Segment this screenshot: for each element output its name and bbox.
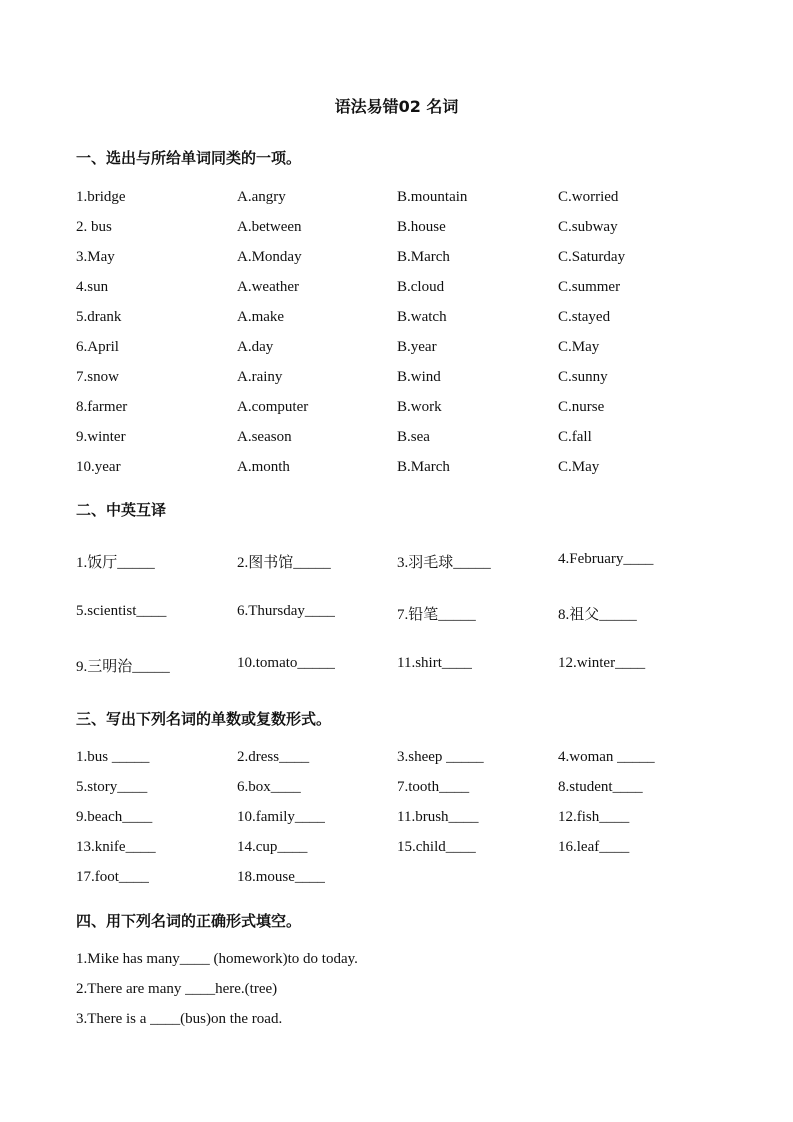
translation-item: 12.winter____: [558, 655, 646, 671]
noun-item: 8.student____: [558, 779, 643, 795]
noun-item: 15.child____: [397, 839, 476, 855]
option-c: C.May: [558, 339, 600, 355]
option-c: C.summer: [558, 279, 621, 295]
section-3-row: [76, 749, 736, 771]
section-1-row: [76, 249, 736, 271]
translation-item: 2.图书馆_____: [237, 555, 331, 571]
noun-item: 11.brush____: [397, 809, 479, 825]
section-2-row: [76, 603, 736, 625]
section-2-heading: 二、中英互译: [76, 501, 167, 519]
question-word: 2. bus: [76, 219, 112, 235]
section-1-row: [76, 429, 736, 451]
option-b: B.house: [397, 219, 446, 235]
option-a: A.angry: [237, 189, 286, 205]
noun-item: 18.mouse____: [237, 869, 325, 885]
question-word: 4.sun: [76, 279, 109, 295]
translation-item: 11.shirt____: [397, 655, 472, 671]
noun-item: 1.bus _____: [76, 749, 150, 765]
section-3-row: [76, 809, 736, 831]
question-word: 1.bridge: [76, 189, 126, 205]
translation-item: 4.February____: [558, 551, 654, 567]
page-title: 语法易错02 名词: [334, 97, 459, 116]
translation-item: 8.祖父_____: [558, 607, 637, 623]
question-word: 7.snow: [76, 369, 119, 385]
option-a: A.make: [237, 309, 285, 325]
noun-item: 2.dress____: [237, 749, 310, 765]
option-a: A.weather: [237, 279, 300, 295]
section-1-row: [76, 459, 736, 481]
translation-item: 7.铅笔_____: [397, 607, 476, 623]
fill-in-sentence: 1.Mike has many____ (homework)to do today.: [76, 951, 358, 967]
noun-item: 3.sheep _____: [397, 749, 484, 765]
section-1-row: [76, 279, 736, 301]
translation-item: 3.羽毛球_____: [397, 555, 491, 571]
question-word: 5.drank: [76, 309, 122, 325]
section-2-row: [76, 655, 736, 677]
section-4-heading: 四、用下列名词的正确形式填空。: [76, 912, 302, 930]
noun-item: 16.leaf____: [558, 839, 630, 855]
option-b: B.March: [397, 249, 450, 265]
option-a: A.computer: [237, 399, 309, 415]
question-word: 3.May: [76, 249, 115, 265]
section-1-row: [76, 339, 736, 361]
noun-item: 5.story____: [76, 779, 148, 795]
section-3-row: [76, 779, 736, 801]
section-1-row: [76, 219, 736, 241]
option-c: C.sunny: [558, 369, 608, 385]
section-2-row: [76, 551, 736, 573]
noun-item: 14.cup____: [237, 839, 308, 855]
section-3-row: [76, 839, 736, 861]
option-b: B.work: [397, 399, 442, 415]
section-1-row: [76, 369, 736, 391]
option-a: A.between: [237, 219, 302, 235]
option-a: A.Monday: [237, 249, 302, 265]
option-a: A.rainy: [237, 369, 283, 385]
noun-item: 17.foot____: [76, 869, 149, 885]
option-b: B.cloud: [397, 279, 445, 295]
noun-item: 9.beach____: [76, 809, 153, 825]
question-word: 6.April: [76, 339, 119, 355]
section-1-row: [76, 309, 736, 331]
translation-item: 10.tomato_____: [237, 655, 335, 671]
noun-item: 6.box____: [237, 779, 301, 795]
question-word: 10.year: [76, 459, 121, 475]
option-a: A.season: [237, 429, 292, 445]
fill-in-sentence: 3.There is a ____(bus)on the road.: [76, 1011, 283, 1027]
translation-item: 9.三明治_____: [76, 659, 170, 675]
noun-item: 12.fish____: [558, 809, 630, 825]
option-a: A.month: [237, 459, 290, 475]
option-c: C.Saturday: [558, 249, 626, 265]
option-a: A.day: [237, 339, 274, 355]
translation-item: 6.Thursday____: [237, 603, 335, 619]
option-c: C.nurse: [558, 399, 605, 415]
fill-in-sentence: 2.There are many ____here.(tree): [76, 981, 278, 997]
option-b: B.March: [397, 459, 450, 475]
noun-item: 7.tooth____: [397, 779, 470, 795]
noun-item: 13.knife____: [76, 839, 156, 855]
option-c: C.subway: [558, 219, 618, 235]
section-3-row: [76, 869, 736, 891]
noun-item: 10.family____: [237, 809, 325, 825]
translation-item: 5.scientist____: [76, 603, 167, 619]
option-c: C.May: [558, 459, 600, 475]
option-b: B.sea: [397, 429, 430, 445]
option-c: C.fall: [558, 429, 592, 445]
option-b: B.watch: [397, 309, 447, 325]
option-c: C.stayed: [558, 309, 611, 325]
section-3-heading: 三、写出下列名词的单数或复数形式。: [76, 710, 332, 728]
option-b: B.wind: [397, 369, 441, 385]
translation-item: 1.饭厅_____: [76, 555, 155, 571]
noun-item: 4.woman _____: [558, 749, 655, 765]
question-word: 9.winter: [76, 429, 126, 445]
question-word: 8.farmer: [76, 399, 128, 415]
section-1-heading: 一、选出与所给单词同类的一项。: [76, 149, 302, 167]
option-b: B.year: [397, 339, 437, 355]
option-b: B.mountain: [397, 189, 468, 205]
section-1-row: [76, 189, 736, 211]
option-c: C.worried: [558, 189, 619, 205]
section-1-row: [76, 399, 736, 421]
